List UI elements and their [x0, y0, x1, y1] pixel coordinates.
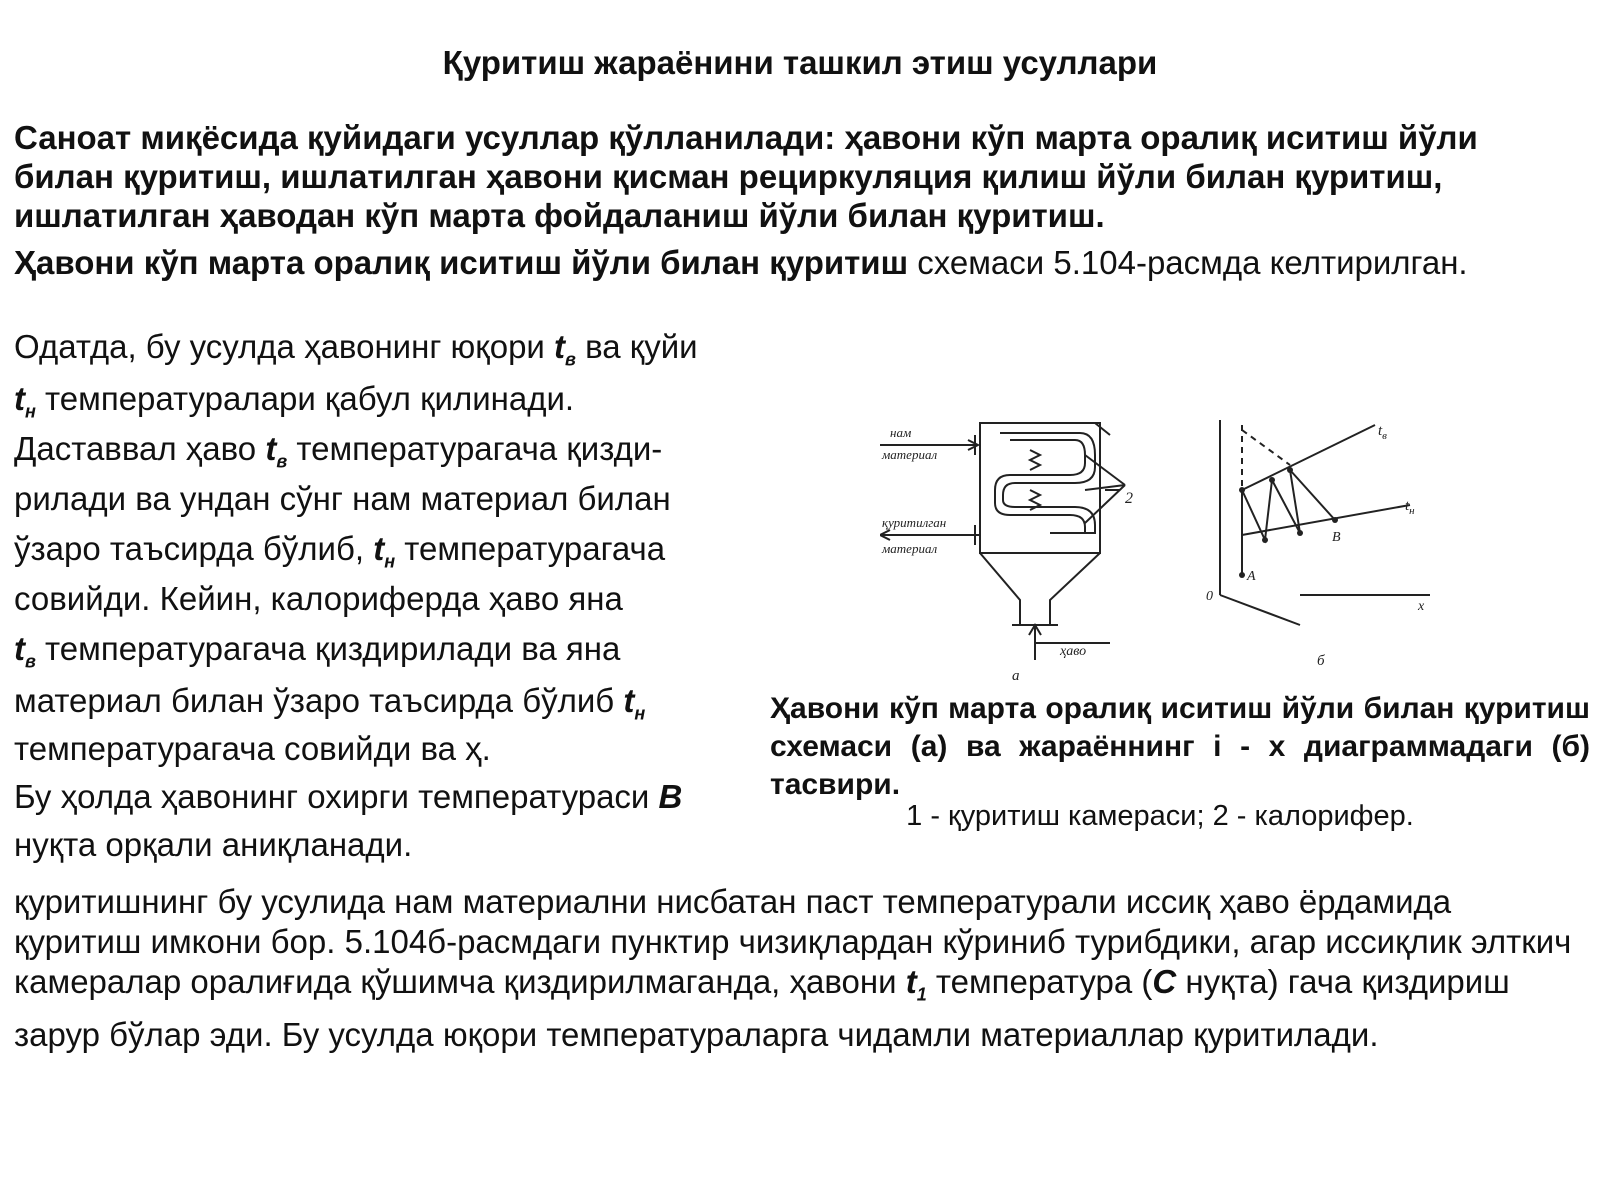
symbol-B: B: [658, 778, 683, 815]
label-wet-1: нам: [890, 425, 912, 440]
symbol-tn: $t_н$: [623, 682, 646, 724]
symbol-tn: $t_н$: [14, 380, 36, 422]
label-b: б: [1317, 653, 1325, 669]
body-line-7: $t_в$ температурагача қиздирилади ва яна: [14, 630, 621, 672]
bottom-paragraph: қуритишнинг бу усулида нам материални нисбатан паст температурали иссиқ ҳаво ёрдамида қуритиш имкони бор. 5.104б-расмдаги пунктир чизиқлардан кўриниб турибдики, агар иссиқлик элткич камералар оралиғида қўшимча қиздирилмаганда, ҳавони $t_1$ температура (C нуқта) гача қиздириш зарур бўлар эди. Бу усулда юқори температураларга чидамли материаллар қуритилади.: [14, 883, 1572, 1053]
x-axis-slant: [1220, 595, 1300, 625]
method-name: Ҳавони кўп марта оралиқ иситиш йўли билан қуритиш: [14, 244, 909, 281]
symbol-tn: $t_н$: [373, 530, 396, 572]
label-B: B: [1332, 530, 1341, 545]
method-rest: схемаси 5.104-расмда келтирилган.: [908, 244, 1468, 281]
page-title: Қуритиш жараёнини ташкил этиш усуллари: [442, 44, 1158, 81]
body-line-2: $t_н$ температуралари қабул қилинади.: [14, 380, 575, 422]
body-line-5: ўзаро таъсирда бўлиб, $t_н$ температурагача: [14, 530, 666, 572]
figure-legend: 1 - қуритиш камераси; 2 - калорифер.: [906, 800, 1414, 832]
process-zigzag: [1242, 470, 1335, 575]
symbol-tv: $t_в$: [554, 328, 576, 370]
figure-caption: Ҳавони кўп марта оралиқ иситиш йўли билан қуритиш схемаси (а) ва жараённинг i - x диаграммадаги (б) тасвири.: [770, 692, 1590, 801]
tv-line: [1242, 425, 1375, 490]
intro-paragraph: Саноат миқёсида қуйидаги усуллар қўлланилади: ҳавони кўп марта оралиқ иситиш йўли билан қуритиш, ишлатилган ҳавони қисман рециркуляция қилиш йўли билан қуритиш, ишлатилган ҳаводан кўп марта фойдаланиш йўли билан қуритиш.: [14, 119, 1478, 234]
label-dry-1: қуритилган: [882, 515, 947, 530]
ix-diagram-drawing: [1220, 420, 1430, 625]
label-dry-2: материал: [882, 541, 938, 556]
label-air: ҳаво: [1060, 644, 1087, 659]
label-A: A: [1247, 569, 1256, 584]
symbol-C: C: [1152, 963, 1177, 1000]
dryer-diagram-figure: [880, 415, 1480, 695]
body-line-11: нуқта орқали аниқланади.: [14, 826, 413, 863]
label-a: а: [1012, 668, 1020, 684]
body-line-8: материал билан ўзаро таъсирда бўлиб $t_н$: [14, 682, 646, 724]
symbol-t1: $t_1$: [905, 963, 927, 1005]
body-line-9: температурагача совийди ва ҳ.: [14, 730, 491, 767]
body-line-10: Бу ҳолда ҳавонинг охирги температураси B: [14, 778, 683, 815]
label-2: 2: [1125, 490, 1133, 507]
method-paragraph: [14, 243, 1574, 282]
body-line-6: совийди. Кейин, калориферда ҳаво яна: [14, 580, 623, 617]
body-line-4: рилади ва ундан сўнг нам материал билан: [14, 480, 671, 517]
label-tv: $t_в$: [1378, 423, 1387, 442]
symbol-tv: $t_в$: [265, 430, 288, 472]
symbol-tv: $t_в$: [14, 630, 36, 672]
body-line-3: Даставвал ҳаво $t_в$ температурагача қизди-: [14, 430, 663, 472]
label-wet-2: материал: [882, 447, 938, 462]
label-x: x: [1418, 599, 1425, 614]
hopper-left: [980, 553, 1020, 625]
label-tn: $t_н$: [1405, 498, 1415, 517]
body-line-1: Одатда, бу усулда ҳавонинг юқори $t_в$ ва қуйи: [14, 328, 698, 370]
label-origin: 0: [1206, 589, 1213, 604]
hopper-right: [1050, 553, 1100, 625]
heater-coil-1: [1030, 450, 1040, 470]
